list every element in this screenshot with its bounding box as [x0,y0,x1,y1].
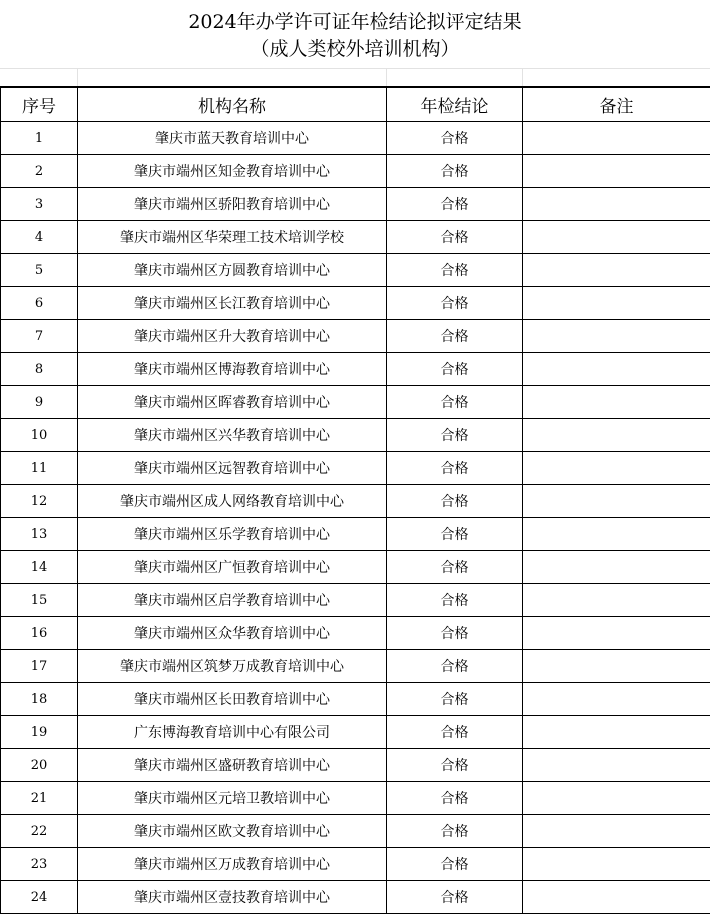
cell-remarks [523,881,710,914]
cell-institution-name: 肇庆市端州区启学教育培训中心 [78,584,387,617]
cell-index: 24 [1,881,78,914]
table-row [1,749,710,782]
cell-remarks [523,848,710,881]
cell-institution-name: 肇庆市蓝天教育培训中心 [78,122,387,155]
table-row [1,683,710,716]
cell-inspection-result: 合格 [387,485,523,518]
cell-index: 15 [1,584,78,617]
table-row [1,617,710,650]
cell-inspection-result: 合格 [387,716,523,749]
cell-institution-name: 肇庆市端州区知金教育培训中心 [78,155,387,188]
cell-index: 23 [1,848,78,881]
cell-remarks [523,122,710,155]
table-row [1,485,710,518]
cell-institution-name: 肇庆市端州区广恒教育培训中心 [78,551,387,584]
cell-inspection-result: 合格 [387,683,523,716]
header-institution-name: 机构名称 [78,87,387,122]
cell-inspection-result: 合格 [387,287,523,320]
header-remarks: 备注 [523,87,710,122]
cell-inspection-result: 合格 [387,221,523,254]
table-row [1,452,710,485]
cell-inspection-result: 合格 [387,782,523,815]
cell-index: 13 [1,518,78,551]
cell-inspection-result: 合格 [387,419,523,452]
cell-index: 16 [1,617,78,650]
cell-institution-name: 肇庆市端州区博海教育培训中心 [78,353,387,386]
cell-index: 21 [1,782,78,815]
cell-institution-name: 肇庆市端州区兴华教育培训中心 [78,419,387,452]
table-row [1,881,710,914]
cell-institution-name: 肇庆市端州区长江教育培训中心 [78,287,387,320]
cell-inspection-result: 合格 [387,254,523,287]
cell-inspection-result: 合格 [387,551,523,584]
cell-inspection-result: 合格 [387,386,523,419]
cell-remarks [523,815,710,848]
cell-index: 19 [1,716,78,749]
cell-index: 6 [1,287,78,320]
cell-inspection-result: 合格 [387,749,523,782]
cell-index: 1 [1,122,78,155]
cell-institution-name: 肇庆市端州区华荣理工技术培训学校 [78,221,387,254]
cell-remarks [523,320,710,353]
cell-remarks [523,419,710,452]
table-row [1,155,710,188]
cell-index: 20 [1,749,78,782]
table-row [1,353,710,386]
cell-institution-name: 肇庆市端州区成人网络教育培训中心 [78,485,387,518]
cell-index: 12 [1,485,78,518]
cell-remarks [523,782,710,815]
cell-index: 22 [1,815,78,848]
cell-remarks [523,716,710,749]
cell-index: 9 [1,386,78,419]
table-row [1,551,710,584]
cell-remarks [523,650,710,683]
cell-index: 4 [1,221,78,254]
table-row [1,848,710,881]
cell-inspection-result: 合格 [387,650,523,683]
cell-remarks [523,683,710,716]
results-table [0,86,710,914]
cell-index: 18 [1,683,78,716]
cell-institution-name: 肇庆市端州区欧文教育培训中心 [78,815,387,848]
cell-institution-name: 肇庆市端州区方圆教育培训中心 [78,254,387,287]
empty-spacer-row [0,68,710,88]
cell-inspection-result: 合格 [387,617,523,650]
cell-institution-name: 肇庆市端州区壹技教育培训中心 [78,881,387,914]
cell-inspection-result: 合格 [387,122,523,155]
cell-inspection-result: 合格 [387,584,523,617]
cell-remarks [523,287,710,320]
cell-institution-name: 广东博海教育培训中心有限公司 [78,716,387,749]
cell-institution-name: 肇庆市端州区众华教育培训中心 [78,617,387,650]
cell-inspection-result: 合格 [387,848,523,881]
table-row [1,716,710,749]
cell-remarks [523,155,710,188]
cell-remarks [523,518,710,551]
cell-inspection-result: 合格 [387,188,523,221]
cell-remarks [523,485,710,518]
cell-remarks [523,188,710,221]
cell-institution-name: 肇庆市端州区长田教育培训中心 [78,683,387,716]
cell-index: 7 [1,320,78,353]
cell-remarks [523,617,710,650]
cell-remarks [523,386,710,419]
table-row [1,782,710,815]
cell-inspection-result: 合格 [387,155,523,188]
cell-index: 2 [1,155,78,188]
table-row [1,122,710,155]
cell-inspection-result: 合格 [387,353,523,386]
cell-inspection-result: 合格 [387,452,523,485]
cell-inspection-result: 合格 [387,815,523,848]
cell-remarks [523,221,710,254]
cell-index: 10 [1,419,78,452]
table-row [1,650,710,683]
cell-index: 3 [1,188,78,221]
table-row [1,320,710,353]
page-title: 2024年办学许可证年检结论拟评定结果 [188,11,522,33]
cell-remarks [523,254,710,287]
cell-remarks [523,551,710,584]
cell-institution-name: 肇庆市端州区晖睿教育培训中心 [78,386,387,419]
cell-index: 11 [1,452,78,485]
title-block [0,0,710,69]
table-row [1,188,710,221]
table-row [1,386,710,419]
table-row [1,584,710,617]
header-inspection-result: 年检结论 [387,87,523,122]
cell-remarks [523,353,710,386]
table-body [1,122,710,914]
cell-remarks [523,749,710,782]
cell-institution-name: 肇庆市端州区骄阳教育培训中心 [78,188,387,221]
table-row [1,518,710,551]
cell-remarks [523,452,710,485]
cell-institution-name: 肇庆市端州区升大教育培训中心 [78,320,387,353]
cell-institution-name: 肇庆市端州区筑梦万成教育培训中心 [78,650,387,683]
header-index: 序号 [1,87,78,122]
cell-inspection-result: 合格 [387,320,523,353]
cell-institution-name: 肇庆市端州区乐学教育培训中心 [78,518,387,551]
cell-institution-name: 肇庆市端州区盛研教育培训中心 [78,749,387,782]
cell-institution-name: 肇庆市端州区远智教育培训中心 [78,452,387,485]
table-row [1,815,710,848]
cell-index: 8 [1,353,78,386]
page-subtitle: （成人类校外培训机构） [250,38,460,60]
cell-inspection-result: 合格 [387,881,523,914]
table-row [1,419,710,452]
table-row [1,221,710,254]
cell-inspection-result: 合格 [387,518,523,551]
cell-index: 14 [1,551,78,584]
header-row [1,87,710,122]
cell-institution-name: 肇庆市端州区元培卫教培训中心 [78,782,387,815]
table-row [1,254,710,287]
cell-institution-name: 肇庆市端州区万成教育培训中心 [78,848,387,881]
cell-index: 17 [1,650,78,683]
cell-remarks [523,584,710,617]
cell-index: 5 [1,254,78,287]
table-row [1,287,710,320]
